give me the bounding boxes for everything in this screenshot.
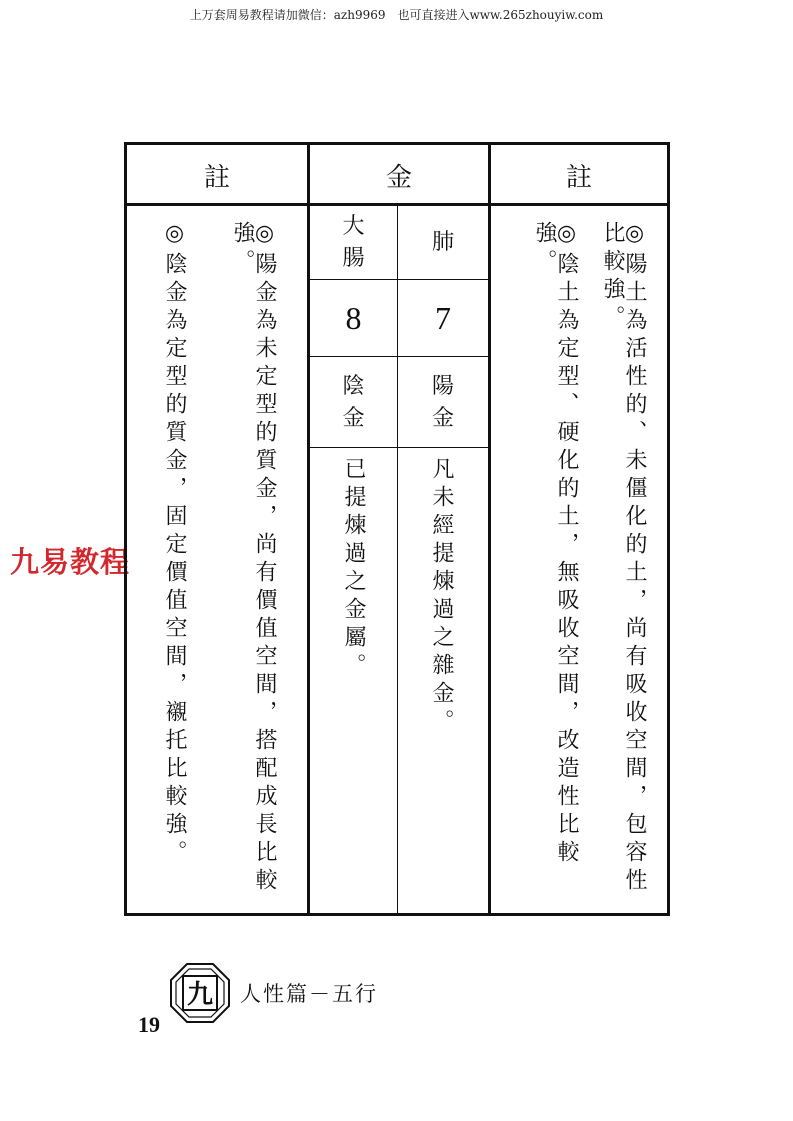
desc-refined-metal: 已提煉過之金屬。 (341, 457, 366, 681)
organ-large-intestine-char1: 大 (342, 213, 365, 239)
right-note-yang-earth: ◎陽土為活性的、未僵化的土，尚有吸收空間，包容性比較強。 (600, 221, 647, 896)
polarity-yang-char2: 金 (431, 405, 454, 431)
polarity-yang-char1: 陽 (431, 373, 454, 399)
number-eight: 8 (345, 300, 362, 337)
left-note-yin-metal: ◎陰金為定型的質金，固定價值空間，襯托比較強。 (162, 221, 187, 868)
left-note-yang-metal: ◎陽金為未定型的質金，尚有價值空間，搭配成長比較強。 (230, 221, 277, 896)
polarity-yang-metal (398, 358, 488, 447)
page-number: 19 (138, 1012, 160, 1037)
chapter-title: 人性篇－五行 (240, 982, 378, 1006)
center-row-divider-2 (310, 356, 488, 357)
header-left-note: 註 (203, 162, 230, 193)
number-seven: 7 (435, 300, 451, 337)
right-note-yin-earth: ◎陰土為定型、硬化的土，無吸收空間，改造性比較強。 (532, 221, 579, 868)
polarity-yin-char2: 金 (342, 405, 365, 431)
polarity-yin-char1: 陰 (342, 373, 365, 399)
organ-lung: 肺 (431, 229, 454, 255)
nine-logo-icon (169, 962, 231, 1024)
polarity-yin-metal (310, 358, 397, 447)
organ-large-intestine-char2: 腸 (342, 245, 365, 271)
top-banner: 上万套周易教程请加微信：azh9969 也可直接进入www.265zhouyiw.com (189, 8, 604, 22)
center-row-divider-3 (310, 447, 488, 448)
divider-right (488, 145, 491, 913)
element-table (124, 142, 670, 916)
organ-large-intestine (310, 206, 397, 279)
center-row-divider-1 (310, 279, 488, 280)
watermark-logo-text: 九易教程 (10, 545, 131, 579)
desc-unrefined-metal: 凡未經提煉過之雜金。 (429, 457, 454, 737)
header-right-note: 註 (565, 162, 592, 193)
header-element: 金 (385, 162, 412, 193)
logo-character: 九 (186, 980, 214, 1010)
